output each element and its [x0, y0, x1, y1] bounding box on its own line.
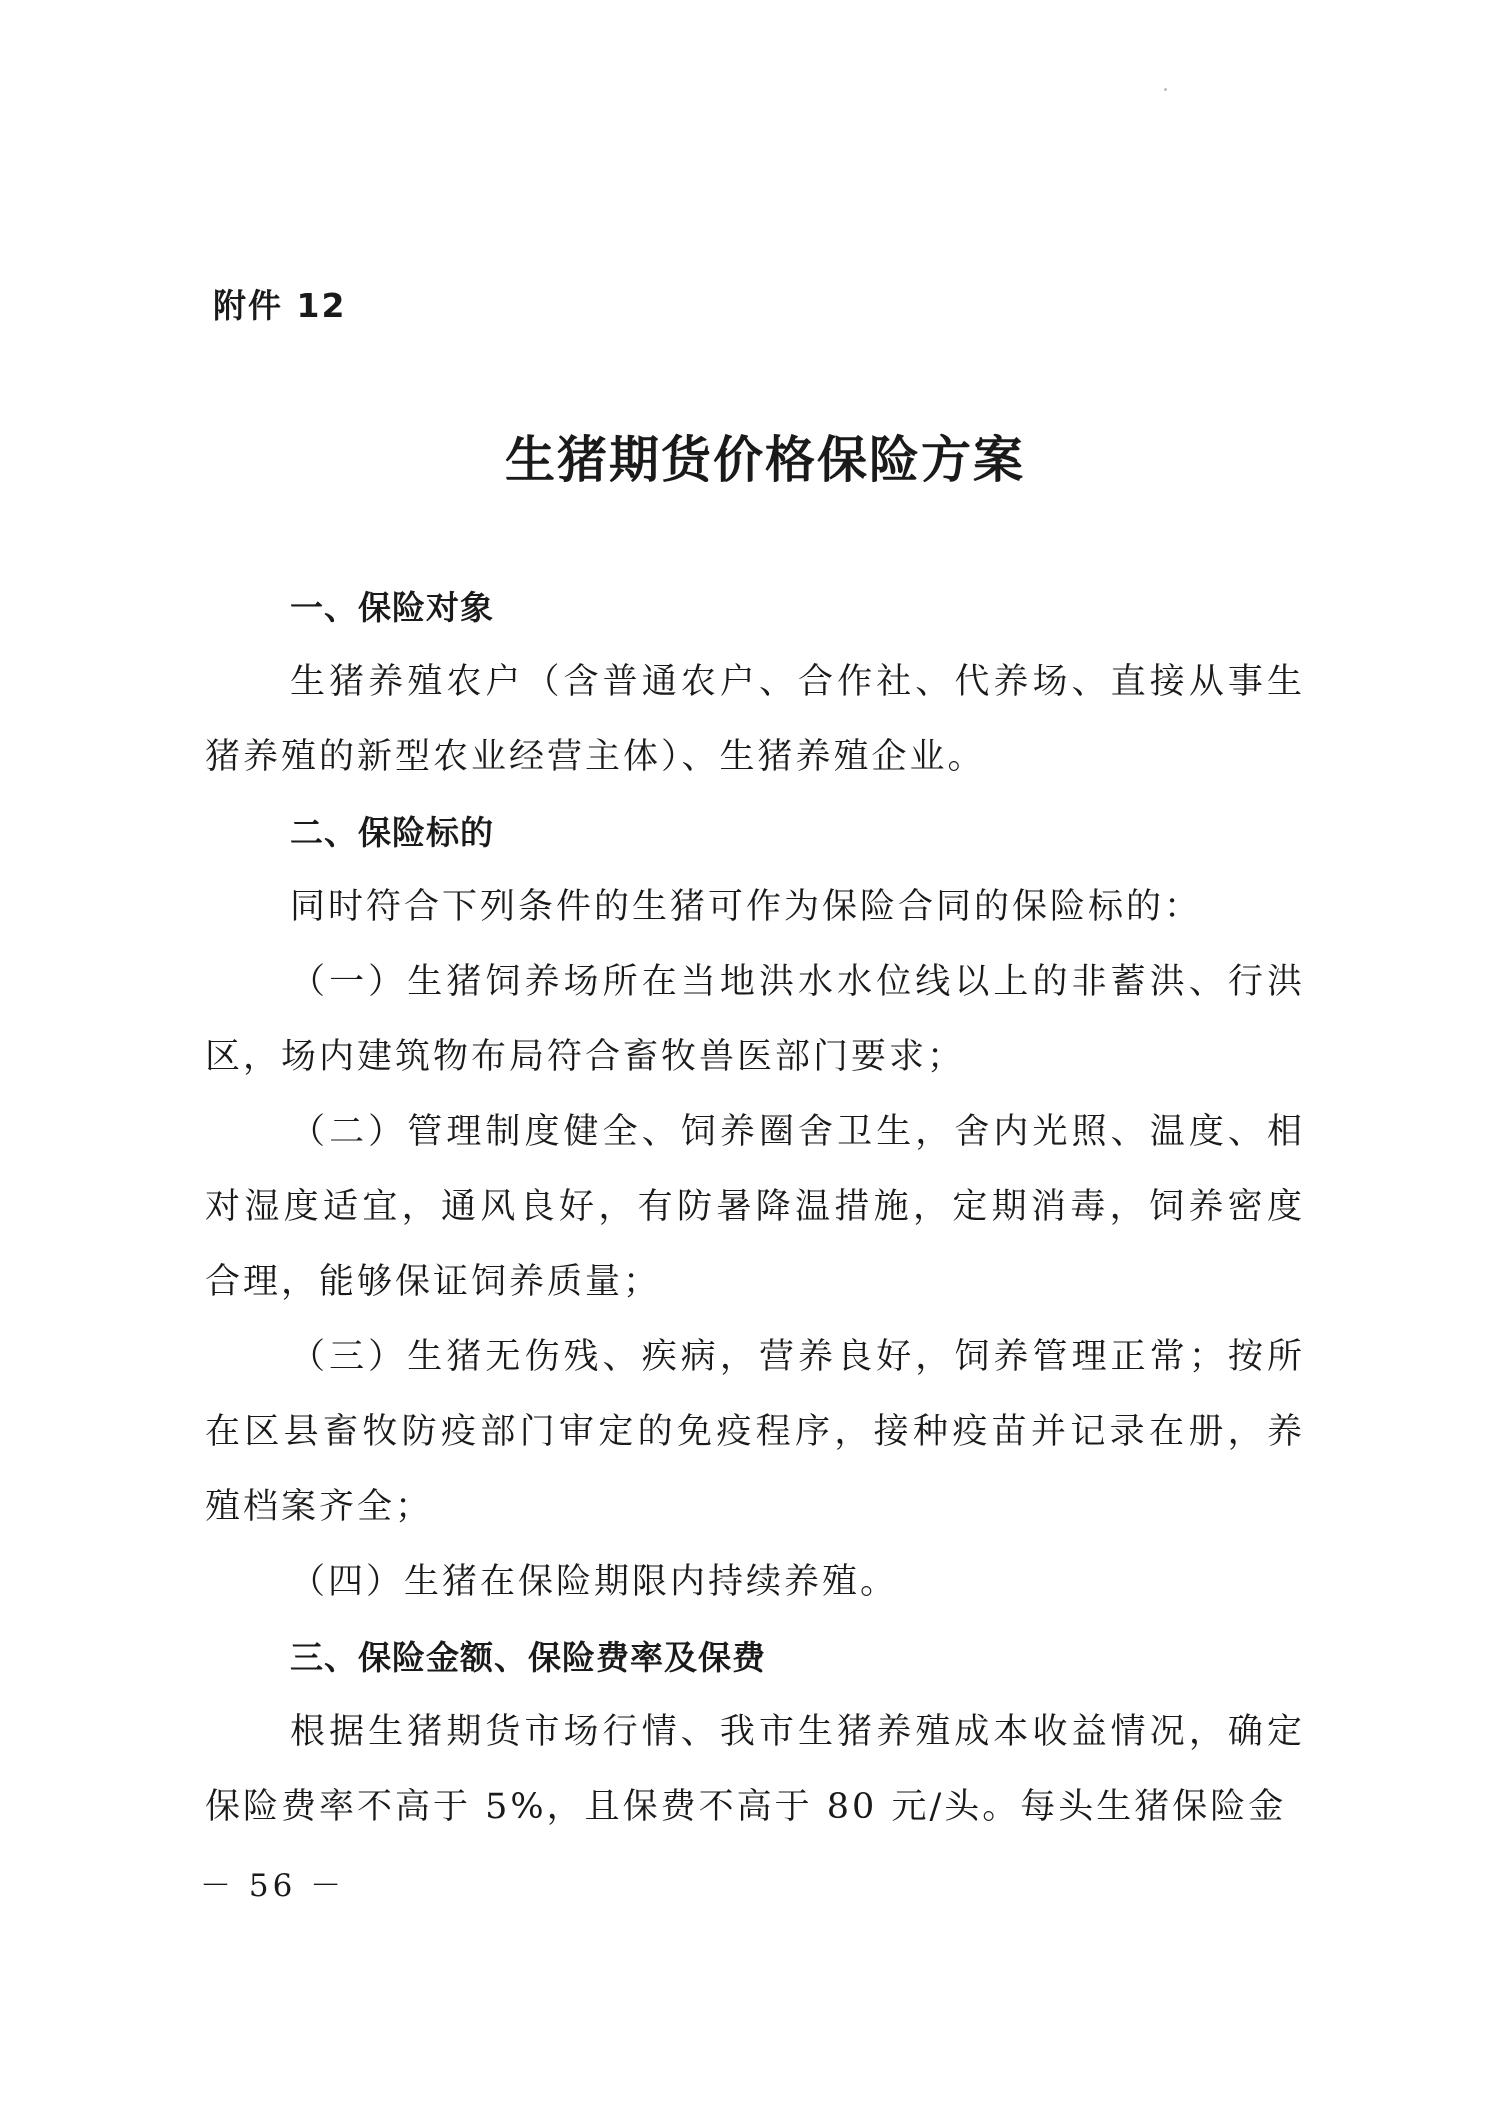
attachment-label: 附件 12	[213, 286, 347, 325]
condition-item: （三）生猪无伤残、疾病，营养良好，饲养管理正常；按所在区县畜牧防疫部门审定的免疫程序，接种疫苗并记录在册，养殖档案齐全；	[205, 1337, 1305, 1527]
section-paragraph: 根据生猪期货市场行情、我市生猪养殖成本收益情况，确定保险费率不高于 5%，且保费不高于 80 元/头。每头生猪保险金	[205, 1712, 1305, 1827]
section-heading: 一、保险对象	[290, 588, 494, 627]
page-number: － 56 －	[200, 1868, 346, 1904]
section-heading: 三、保险金额、保险费率及保费	[290, 1638, 766, 1677]
scan-mark	[1164, 88, 1167, 91]
section-heading: 二、保险标的	[290, 813, 494, 852]
section-paragraph: 生猪养殖农户（含普通农户、合作社、代养场、直接从事生猪养殖的新型农业经营主体）、生猪养殖企业。	[205, 662, 1305, 777]
condition-item: （二）管理制度健全、饲养圈舍卫生，舍内光照、温度、相对湿度适宜，通风良好，有防暑降温措施，定期消毒，饲养密度合理，能够保证饲养质量；	[205, 1112, 1305, 1302]
section-paragraph: 同时符合下列条件的生猪可作为保险合同的保险标的：	[290, 887, 1203, 927]
document-title: 生猪期货价格保险方案	[505, 430, 1025, 489]
document-body	[205, 570, 1305, 1845]
condition-item: （一）生猪饲养场所在当地洪水水位线以上的非蓄洪、行洪区，场内建筑物布局符合畜牧兽医部门要求；	[205, 962, 1305, 1077]
condition-item: （四）生猪在保险期限内持续养殖。	[290, 1562, 899, 1602]
